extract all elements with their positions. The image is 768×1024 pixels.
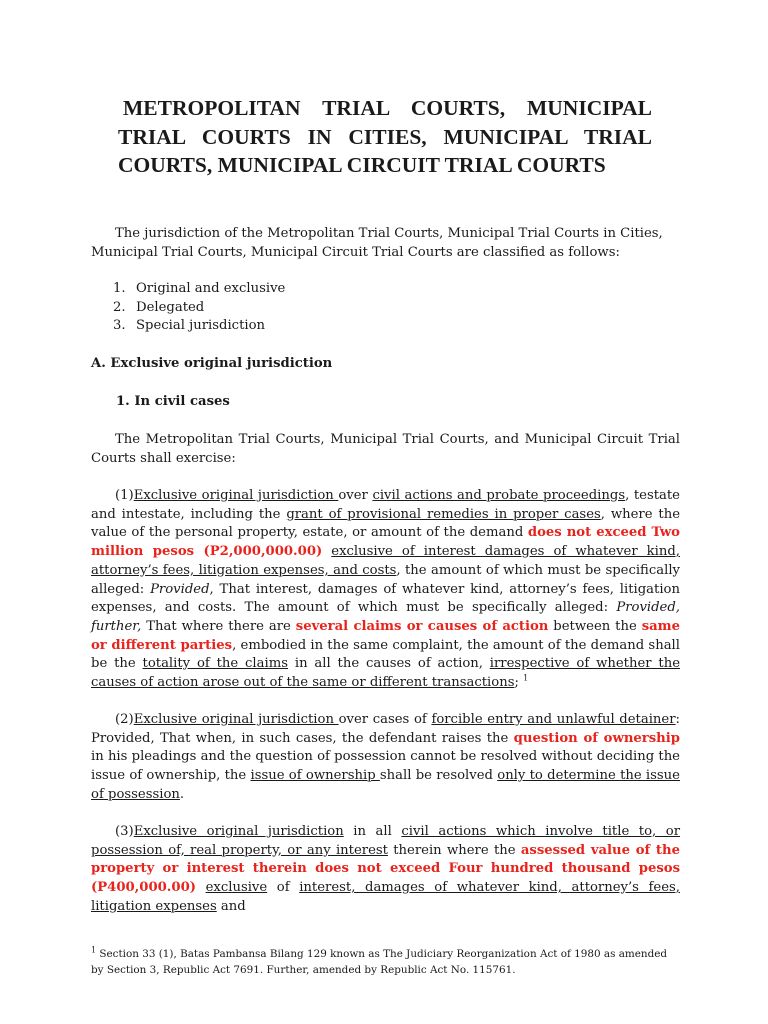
intro-paragraph: The jurisdiction of the Metropolitan Trial Courts, Municipal Trial Courts in Cities, Municipal Trial Courts, Municipal Circuit Trial Courts are classified as follows: xyxy=(91,226,663,260)
text: , where the value of the personal property, estate, or amount of the demand xyxy=(91,506,680,541)
lead-paragraph xyxy=(91,431,680,468)
underlined-text: irrespective of whether the causes of action arose out of the same or different transactions xyxy=(91,656,680,691)
paragraph-3 xyxy=(91,823,680,917)
underlined-text: exclusive xyxy=(205,880,268,896)
text: in his pleadings and the question of possession cannot be resolved without deciding the issue of ownership, the xyxy=(91,749,680,784)
text: therein where the xyxy=(387,842,521,858)
highlighted-text: same or different parties xyxy=(91,618,681,653)
underlined-text: civil actions and probate proceedings xyxy=(372,488,626,503)
highlighted-text: assessed value of the property or interest therein does not exceed Four hundred thousand pesos (P400,000.00) xyxy=(91,842,680,896)
underlined-text: totality of the claims xyxy=(142,656,289,672)
underlined-text: Exclusive original jurisdiction xyxy=(133,712,339,727)
text: and xyxy=(216,898,246,914)
para-number: (2) xyxy=(115,712,134,727)
text: : Provided, That when, in such cases, the defendant raises the xyxy=(91,712,680,746)
lead-text: The Metropolitan Trial Courts, Municipal Trial Courts, and Municipal Circuit Trial Courts shall exercise: xyxy=(91,432,680,466)
text: in all the causes of action, xyxy=(288,656,490,672)
list-item xyxy=(113,299,285,318)
list-label: Delegated xyxy=(136,299,205,315)
list-label: Special jurisdiction xyxy=(136,318,266,334)
paragraph-2 xyxy=(91,711,680,805)
underlined-text: forcible entry and unlawful detainer xyxy=(431,712,676,727)
underlined-text: issue of ownership xyxy=(250,768,380,784)
text: over xyxy=(338,488,373,503)
list-number: 2. xyxy=(113,299,126,315)
list-item xyxy=(113,280,285,299)
paragraph-1 xyxy=(91,487,680,693)
text: , the amount of which must be specifically alleged: xyxy=(91,562,680,597)
footnote-ref: 1 xyxy=(523,673,529,683)
text: over cases of xyxy=(338,712,432,727)
underlined-text: exclusive of interest damages of whatever kind, attorney’s fees, litigation expenses, and costs xyxy=(91,544,680,578)
list-label: Original and exclusive xyxy=(136,281,286,296)
italic-text: Provided, further, xyxy=(91,600,680,634)
highlighted-text: question of ownership xyxy=(513,730,680,746)
text: That where there are xyxy=(141,618,296,634)
highlighted-text: several claims or causes of action xyxy=(295,618,549,634)
text xyxy=(196,880,206,895)
subsection-heading: 1. In civil cases xyxy=(116,394,230,409)
text: , That interest, damages of whatever kind, attorney’s fees, litigation expenses, and costs. The amount of which must be specifically alleged: xyxy=(91,581,680,616)
underlined-text: grant of provisional remedies in proper cases xyxy=(286,506,601,522)
list-number: 3. xyxy=(113,318,126,334)
underlined-text: only to determine the issue of possession xyxy=(91,768,680,802)
highlighted-text: does not exceed Two million pesos (P2,000,000.00) xyxy=(91,525,680,560)
text: , embodied in the same complaint, the amount of the demand shall be the xyxy=(91,637,680,672)
text: shall be resolved xyxy=(379,768,498,784)
footnote-mark: 1 xyxy=(91,945,97,955)
underlined-text: interest, damages of whatever kind, attorney’s fees, litigation expenses xyxy=(91,880,680,914)
para-number: (3) xyxy=(115,824,134,839)
list-number: 1. xyxy=(113,281,126,296)
text: . xyxy=(179,786,185,802)
para-number: (1) xyxy=(115,488,134,503)
text: ; xyxy=(514,675,524,691)
italic-text: Provided xyxy=(150,581,210,597)
text: in all xyxy=(343,824,402,839)
text: between the xyxy=(548,618,642,634)
footnote-text: Section 33 (1), Batas Pambansa Bilang 129 known as The Judiciary Reorganization Act of 1980 as amended by Section 3, Republic Act 7691. Further, amended by Republic Act No. 115761. xyxy=(91,948,668,976)
page-title: METROPOLITAN TRIAL COURTS, MUNICIPAL TRIAL COURTS IN CITIES, MUNICIPAL TRIAL COURTS, MUNICIPAL CIRCUIT TRIAL COURTS xyxy=(118,96,652,177)
underlined-text: civil actions which involve title to, or possession of, real property, or any interest xyxy=(91,824,680,858)
underlined-text: Exclusive original jurisdiction xyxy=(133,488,339,503)
section-heading: A. Exclusive original jurisdiction xyxy=(91,356,333,371)
footnote xyxy=(91,947,676,978)
underlined-text: Exclusive original jurisdiction xyxy=(133,824,344,839)
classification-list xyxy=(113,280,285,336)
text: of xyxy=(267,880,300,896)
text xyxy=(322,544,331,559)
list-item xyxy=(113,317,285,336)
text: , testate and intestate, including the xyxy=(91,488,680,522)
